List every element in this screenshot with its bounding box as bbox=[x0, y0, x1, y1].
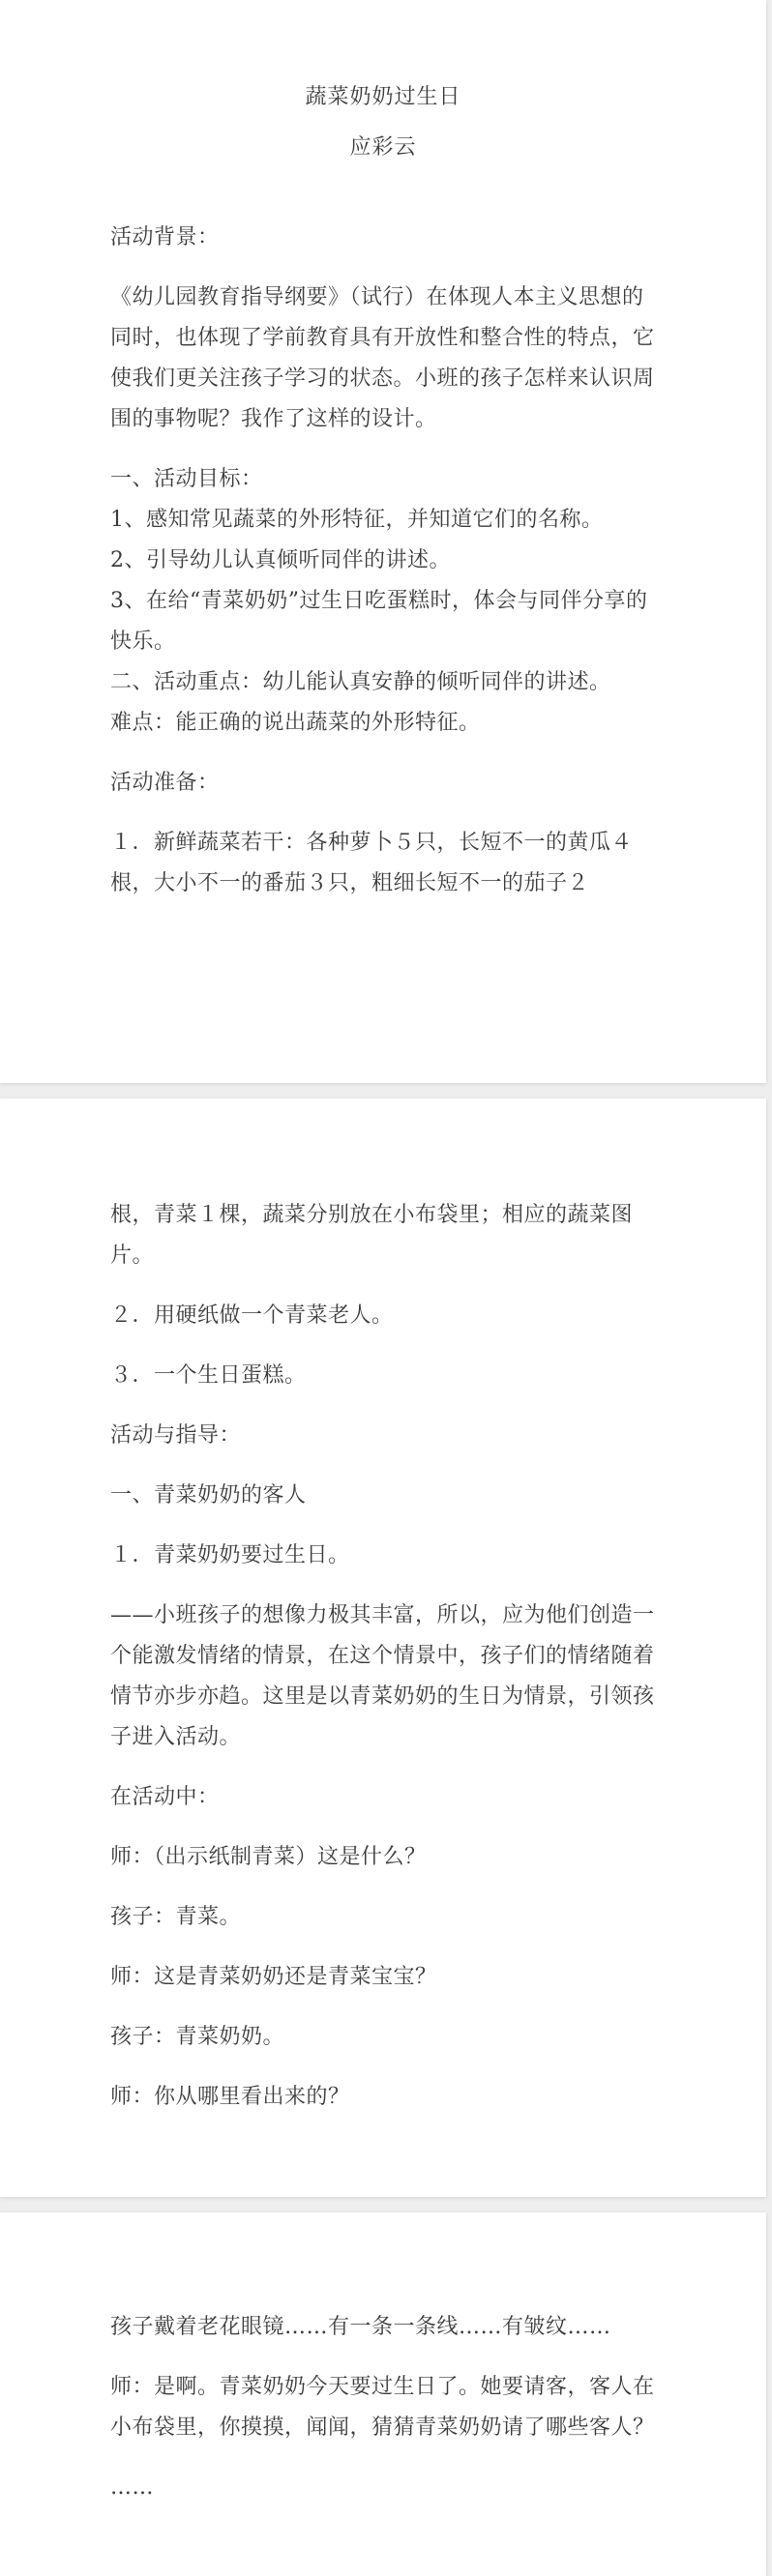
goal-item-1: 1、感知常见蔬菜的外形特征，并知道它们的名称。 bbox=[110, 508, 604, 532]
document-author: 应彩云 bbox=[349, 135, 417, 160]
goal-item-3: 3、在给“青菜奶奶”过生日吃蛋糕时，体会与同伴分享的快乐。 bbox=[110, 589, 648, 654]
preparation-item-3: ３．一个生日蛋糕。 bbox=[110, 1363, 307, 1388]
document-page-2 bbox=[0, 1098, 766, 2197]
section-heading-activity: 活动与指导： bbox=[110, 1423, 242, 1448]
ellipsis-line: …… bbox=[110, 2475, 154, 2500]
activity-step-1: １．青菜奶奶要过生日。 bbox=[110, 1543, 350, 1567]
dialogue-line: 师：这是青菜奶奶还是青菜宝宝？ bbox=[110, 1965, 437, 1989]
document-page-1 bbox=[0, 0, 766, 1083]
preparation-item-2: ２．用硬纸做一个青菜老人。 bbox=[110, 1303, 394, 1328]
document-title: 蔬菜奶奶过生日 bbox=[305, 85, 461, 109]
dialogue-line: 孩子：青菜。 bbox=[110, 1905, 242, 1929]
preparation-item-1-continued: 根，青菜１棵，蔬菜分别放在小布袋里；相应的蔬菜图片。 bbox=[110, 1203, 634, 1268]
section-heading-preparation: 活动准备： bbox=[110, 771, 220, 795]
activity-part-1-heading: 一、青菜奶奶的客人 bbox=[110, 1483, 307, 1508]
key-point-line: 二、活动重点：幼儿能认真安静的倾听同伴的讲述。 bbox=[110, 670, 611, 694]
dialogue-line: 师：是啊。青菜奶奶今天要过生日了。她要请客，客人在小布袋里，你摸摸，闻闻，猜猜青菜奶奶请了哪些客人？ bbox=[110, 2375, 655, 2440]
section-heading-background: 活动背景： bbox=[110, 225, 220, 249]
activity-commentary: ——小班孩子的想像力极其丰富，所以，应为他们创造一个能激发情绪的情景，在这个情景中，孩子们的情绪随着情节亦步亦趋。这里是以青菜奶奶的生日为情景，引领孩子进入活动。 bbox=[110, 1603, 655, 1749]
dialogue-line: 孩子戴着老花眼镜……有一条一条线……有皱纹…… bbox=[110, 2315, 611, 2339]
difficulty-line: 难点：能正确的说出蔬菜的外形特征。 bbox=[110, 711, 481, 735]
goal-item-2: 2、引导幼儿认真倾听同伴的讲述。 bbox=[110, 548, 451, 572]
dialogue-line: 孩子：青菜奶奶。 bbox=[110, 2025, 285, 2049]
dialogue-line: 师：（出示纸制青菜）这是什么？ bbox=[110, 1845, 427, 1869]
document-page-3 bbox=[0, 2212, 766, 2576]
section-heading-goals: 一、活动目标： bbox=[110, 467, 263, 491]
dialogue-line: 师：你从哪里看出来的？ bbox=[110, 2085, 350, 2109]
preparation-item-1: １．新鲜蔬菜若干：各种萝卜５只，长短不一的黄瓜４根，大小不一的番茄３只，粗细长短不一的茄子２ bbox=[110, 831, 634, 895]
in-activity-label: 在活动中： bbox=[110, 1785, 220, 1809]
paragraph-background: 《幼儿园教育指导纲要》（试行）在体现人本主义思想的同时，也体现了学前教育具有开放性和整合性的特点，它使我们更关注孩子学习的状态。小班的孩子怎样来认识周围的事物呢？我作了这样的设计。 bbox=[110, 285, 655, 431]
